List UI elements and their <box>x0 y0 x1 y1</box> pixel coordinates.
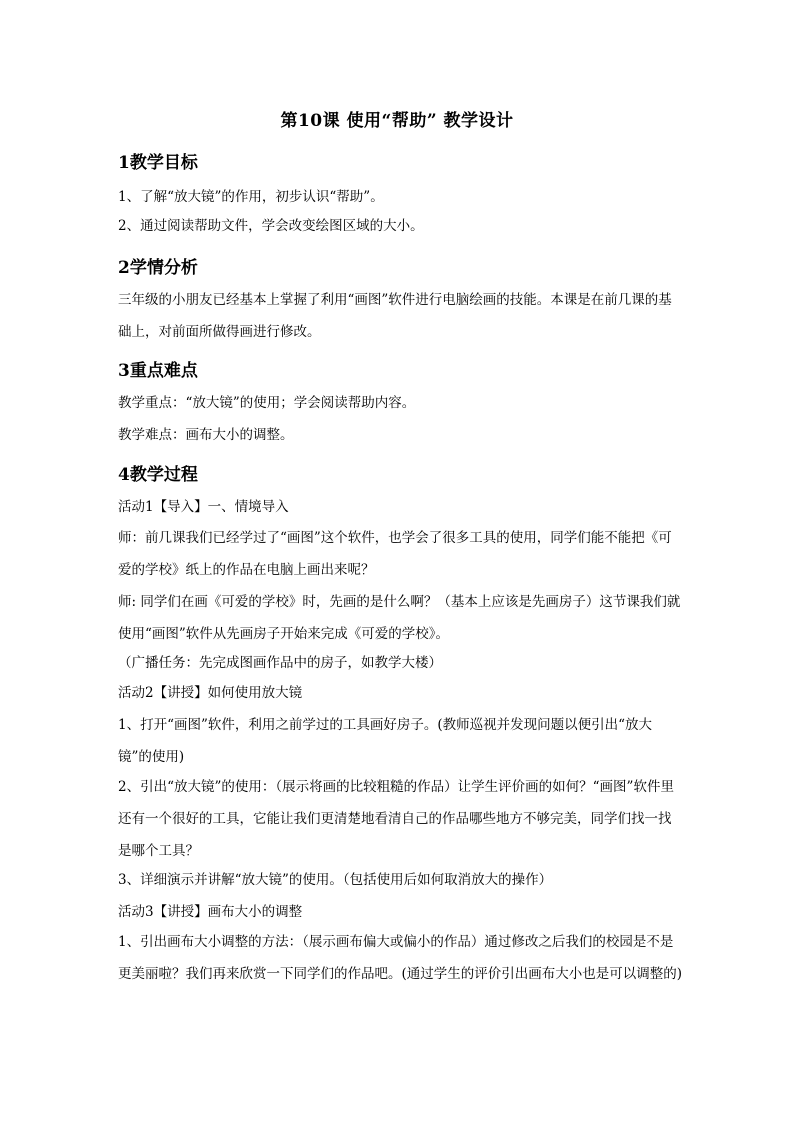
section-heading-process: 4教学过程 <box>118 465 198 485</box>
paragraph: （广播任务：先完成图画作品中的房子，如教学大楼） <box>118 655 442 671</box>
paragraph: 教学重点：“放大镜”的使用；学会阅读帮助内容。 <box>118 395 416 411</box>
paragraph: 师: 同学们在画《可爱的学校》时，先画的是什么啊？（基本上应该是先画房子）这节课我们就使用“画图”软件从先画房子开始来完成《可爱的学校》。 <box>118 594 681 642</box>
activity-heading: 活动1【导入】一、情境导入 <box>118 499 289 515</box>
activity-heading: 活动3【讲授】画布大小的调整 <box>118 904 303 920</box>
paragraph: 3、详细演示并讲解“放大镜”的使用。（包括使用后如何取消放大的操作） <box>118 872 553 888</box>
paragraph: 1、引出画布大小调整的方法：（展示画布偏大或偏小的作品）通过修改之后我们的校园是不是更美丽啦？我们再来欣赏一下同学们的作品吧。(通过学生的评价引出画布大小也是可以调整的) <box>118 934 683 982</box>
activity-heading: 活动2【讲授】如何使用放大镜 <box>118 685 303 701</box>
paragraph: 教学难点：画布大小的调整。 <box>118 427 294 443</box>
document-title: 第10课 使用“帮助” 教学设计 <box>280 111 514 131</box>
paragraph: 三年级的小朋友已经基本上掌握了利用“画图”软件进行电脑绘画的技能。本课是在前几课的基础上，对前面所做得画进行修改。 <box>118 292 672 340</box>
paragraph: 2、引出“放大镜”的使用：（展示将画的比较粗糙的作品）让学生评价画的如何？“画图”软件里还有一个很好的工具，它能让我们更清楚地看清自己的作品哪些地方不够完美，同学们找一找是哪个工具？ <box>118 779 674 859</box>
paragraph: 2、通过阅读帮助文件，学会改变绘图区域的大小。 <box>118 218 424 234</box>
section-heading-analysis: 2学情分析 <box>118 258 198 278</box>
paragraph: 1、打开“画图”软件，利用之前学过的工具画好房子。(教师巡视并发现问题以便引出“放大镜”的使用) <box>118 717 653 765</box>
section-heading-objectives: 1教学目标 <box>118 153 198 173</box>
paragraph: 师：前几课我们已经学过了“画图”这个软件，也学会了很多工具的使用，同学们能不能把《可爱的学校》纸上的作品在电脑上画出来呢？ <box>118 530 672 578</box>
paragraph: 1、了解“放大镜”的作用，初步认识“帮助”。 <box>118 189 384 205</box>
section-heading-key-points: 3重点难点 <box>118 361 198 381</box>
